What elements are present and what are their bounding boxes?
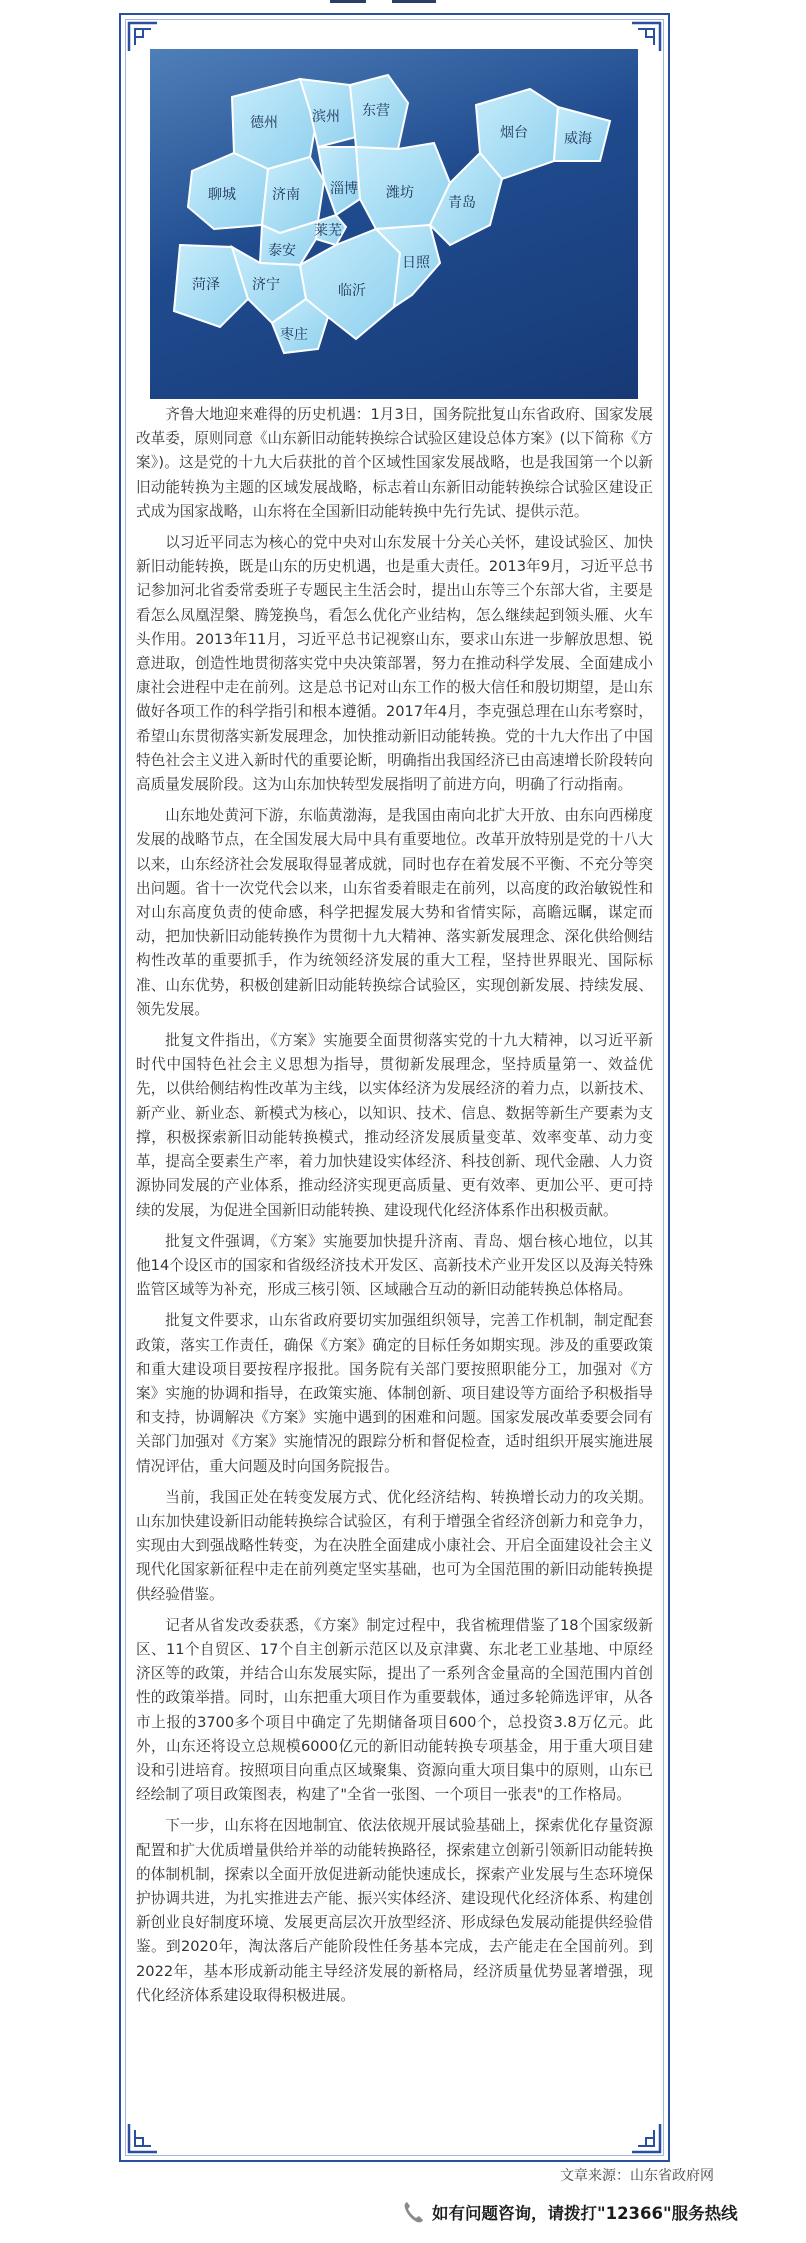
article-paragraph: 记者从省发改委获悉，《方案》制定过程中，我省梳理借鉴了18个国家级新区、11个自贸区、17个自主创新示范区以及京津冀、东北老工业基地、中原经济区等的政策，并结合山东发展实际，提出了一系列含金量高的全国范围内首创性的政策举措。同时，山东把重大项目作为重要载体，通过多轮筛选评审，从各市上报的3700多个项目中确定了先期储备项目600个，总投资3.8万亿元。此外，山东还将设立总规模6000亿元的新旧动能转换专项基金，用于重大项目建设和引进培育。按照项目向重点区域聚集、资源向重大项目集中的原则，山东已经绘制了项目政策图表，构建了"全省一张图、一个项目一张表"的工作格局。 [136, 1616, 653, 1804]
corner-ornament-icon [630, 2122, 662, 2154]
city-label: 东营 [362, 103, 390, 119]
shandong-map-image [150, 49, 638, 399]
city-label: 德州 [250, 115, 278, 131]
article-paragraph: 批复文件指出，《方案》实施要全面贯彻落实党的十九大精神，以习近平新时代中国特色社会主义思想为指导，贯彻新发展理念，坚持质量第一、效益优先，以供给侧结构性改革为主线，以实体经济为发展经济的着力点，以新技术、新产业、新业态、新模式为核心，以知识、技术、信息、数据等新生产要素为支撑，积极探索新旧动能转换模式，推动经济发展质量变革、效率变革、动力变革，提高全要素生产率，着力加快建设实体经济、科技创新、现代金融、人力资源协同发展的产业体系，推动经济实现更高质量、更有效率、更加公平、更可持续的发展，为促进全国新旧动能转换、建设现代化经济体系作出积极贡献。 [136, 1032, 653, 1219]
city-label: 菏泽 [192, 277, 220, 293]
article-paragraph: 批复文件强调，《方案》实施要加快提升济南、青岛、烟台核心地位，以其他14个设区市的国家和省级经济技术开发区、高新技术产业开发区以及海关特殊监管区域等为补充，形成三核引领、区域融合互动的新旧动能转换总体格局。 [136, 1232, 653, 1299]
city-label: 青岛 [448, 195, 476, 211]
top-edge-decoration [0, 0, 806, 6]
city-label: 莱芜 [314, 223, 342, 239]
city-label: 泰安 [268, 243, 296, 259]
article-paragraph: 山东地处黄河下游，东临黄渤海，是我国由南向北扩大开放、由东向西梯度发展的战略节点，在全国发展大局中具有重要地位。改革开放特别是党的十八大以来，山东经济社会发展取得显著成就，同时也存在着发展不平衡、不充分等突出问题。省十一次党代会以来，山东省委着眼走在前列，以高度的政治敏锐性和对山东高度负责的使命感，科学把握发展大势和省情实际，高瞻远瞩，谋定而动，把加快新旧动能转换作为贯彻十九大精神、落实新发展理念、深化供给侧结构性改革的重要抓手，作为统领经济发展的重大工程，坚持世界眼光、国际标准、山东优势，积极创建新旧动能转换综合试验区，实现创新发展、持续发展、领先发展。 [136, 807, 653, 1018]
city-label: 淄博 [330, 181, 358, 197]
article-paragraph: 以习近平同志为核心的党中央对山东发展十分关心关怀，建设试验区、加快新旧动能转换，既是山东的历史机遇，也是重大责任。2013年9月，习近平总书记参加河北省委常委班子专题民主生活会时，提出山东等三个东部大省，主要是看怎么凤凰涅槃、腾笼换鸟，看怎么优化产业结构，怎么继续起到领头雁、火车头作用。2013年11月，习近平总书记视察山东，要求山东进一步解放思想、锐意进取，创造性地贯彻落实党中央决策部署，努力在推动科学发展、全面建成小康社会进程中走在前列。这是总书记对山东工作的极大信任和殷切期望，是山东做好各项工作的科学指引和根本遵循。2017年4月，李克强总理在山东考察时，希望山东贯彻落实新发展理念，加快推动新旧动能转换。党的十九大作出了中国特色社会主义进入新时代的重要论断，明确指出我国经济已由高速增长阶段转向高质量发展阶段。这为山东加快转型发展指明了前进方向，明确了行动指南。 [136, 534, 653, 794]
article-paragraph: 当前，我国正处在转变发展方式、优化经济结构、转换增长动力的攻关期。山东加快建设新旧动能转换综合试验区，有利于增强全省经济创新力和竞争力，实现由大到强战略性转变，为在决胜全面建成小康社会、开启全面建设社会主义现代化国家新征程中走在前列奠定坚实基础，也可为全国范围的新旧动能转换提供经验借鉴。 [136, 1488, 653, 1603]
city-label: 潍坊 [386, 185, 414, 201]
city-label: 滨州 [312, 109, 340, 125]
city-label: 烟台 [500, 125, 528, 141]
city-label: 济南 [272, 187, 300, 203]
corner-ornament-icon [127, 2122, 159, 2154]
service-hotline [402, 2200, 738, 2224]
article-body [136, 403, 653, 2015]
city-label: 济宁 [252, 277, 280, 293]
article-paragraph: 齐鲁大地迎来难得的历史机遇：1月3日，国务院批复山东省政府、国家发展改革委，原则同意《山东新旧动能转换综合试验区建设总体方案》(以下简称《方案》)。这是党的十九大后获批的首个区域性国家发展战略，也是我国第一个以新旧动能转换为主题的区域发展战略，标志着山东新旧动能转换综合试验区建设正式成为国家战略，山东将在全国新旧动能转换中先行先试、提供示范。 [136, 406, 653, 520]
article-source: 文章来源：山东省政府网 [560, 2168, 714, 2184]
city-label: 临沂 [338, 283, 366, 299]
hotline-text: 如有问题咨询，请拨打"12366"服务热线 [432, 2204, 738, 2223]
city-label: 威海 [564, 131, 592, 147]
article-paragraph: 批复文件要求，山东省政府要切实加强组织领导，完善工作机制，制定配套政策，落实工作责任，确保《方案》确定的目标任务如期实现。涉及的重要政策和重大建设项目要按程序报批。国务院有关部门要按照职能分工，加强对《方案》实施的协调和指导，在政策实施、体制创新、项目建设等方面给予积极指导和支持，协调解决《方案》实施中遇到的困难和问题。国家发展改革委要会同有关部门加强对《方案》实施情况的跟踪分析和督促检查，适时组织开展实施进展情况评估，重大问题及时向国务院报告。 [136, 1312, 653, 1475]
map-regions [174, 75, 610, 353]
article-paragraph: 下一步，山东将在因地制宜、依法依规开展试验基础上，探索优化存量资源配置和扩大优质增量供给并举的动能转换路径，探索建立创新引领新旧动能转换的体制机制，探索以全面开放促进新动能快速成长，探索产业发展与生态环境保护协调共进，为扎实推进去产能、振兴实体经济、建设现代化经济体系、构建创新创业良好制度环境、发展更高层次开放型经济、形成绿色发展动能提供经验借鉴。到2020年，淘汰落后产能阶段性任务基本完成，去产能走在全国前列。到2022年，基本形成新动能主导经济发展的新格局，经济质量优势显著增强，现代化经济体系建设取得积极进展。 [136, 1817, 653, 2004]
city-label: 日照 [402, 255, 430, 271]
article-frame [119, 13, 670, 2162]
shandong-map [150, 49, 638, 399]
city-label: 聊城 [208, 187, 236, 203]
city-label: 枣庄 [280, 327, 308, 343]
phone-icon [402, 2200, 424, 2224]
